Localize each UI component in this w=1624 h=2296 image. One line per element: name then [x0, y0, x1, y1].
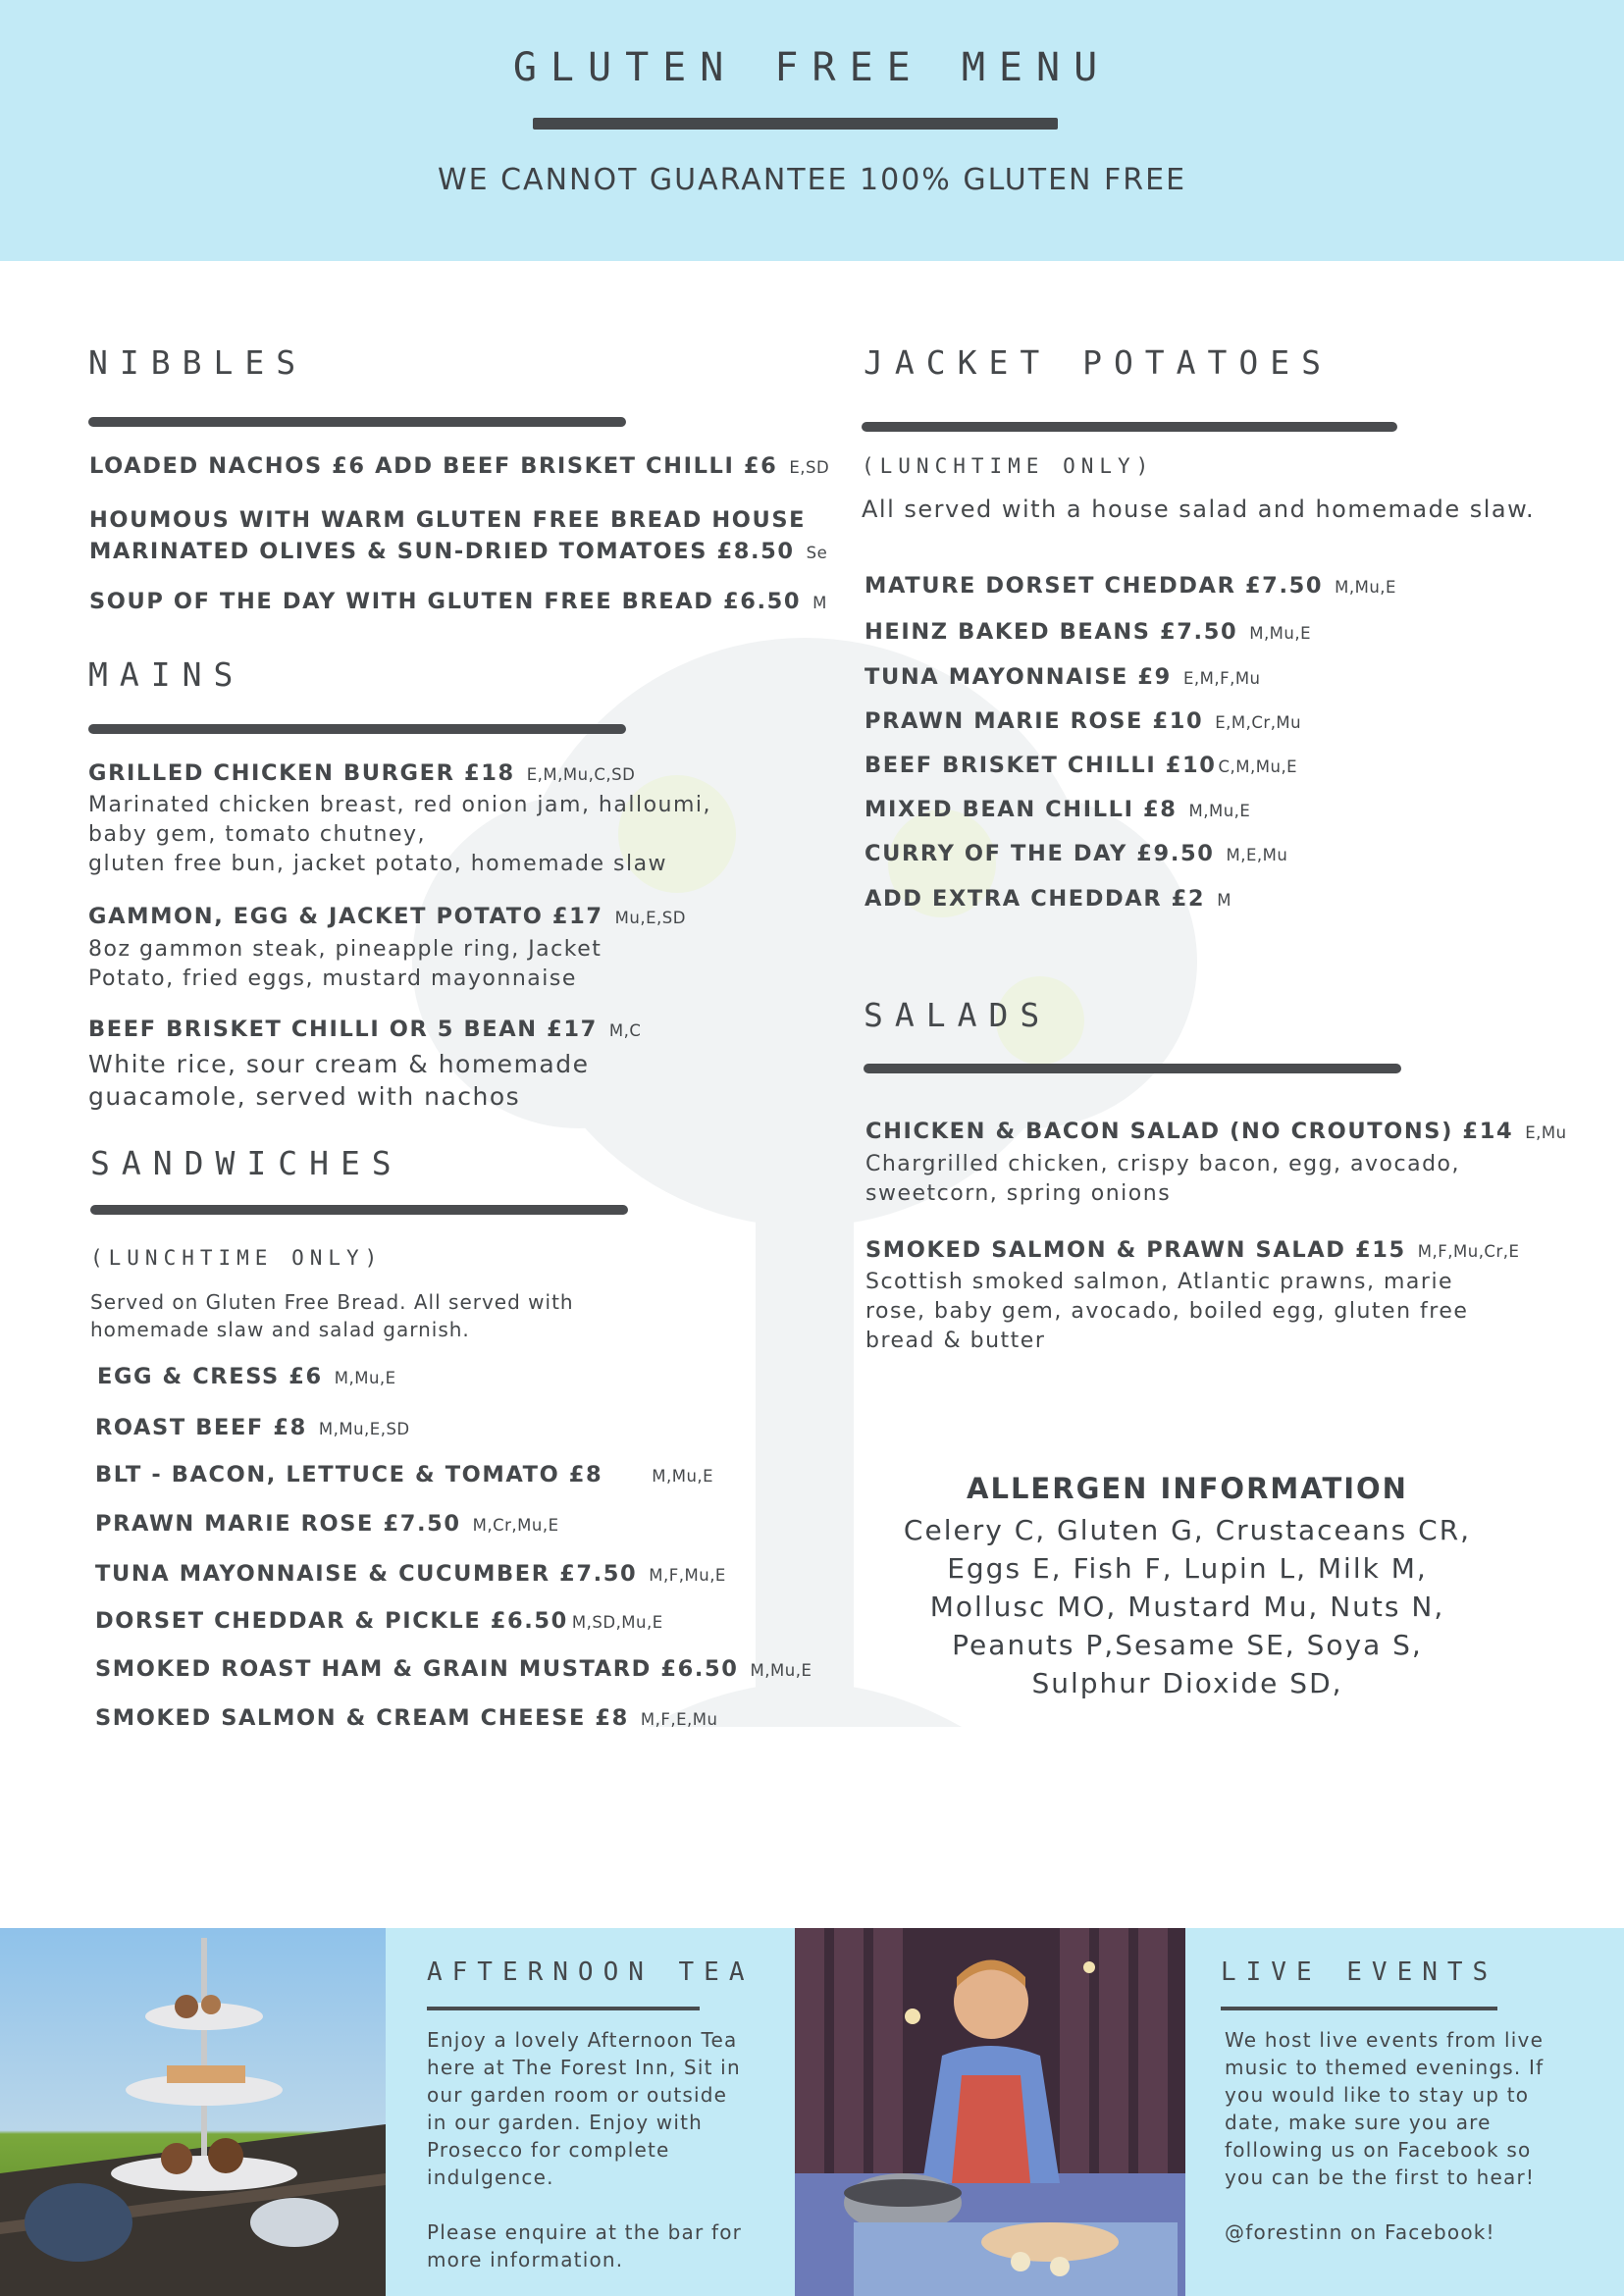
menu-item: CHICKEN & BACON SALAD (NO CROUTONS) £14 E,Mu	[865, 1119, 1567, 1144]
menu-item-cont: MARINATED OLIVES & SUN-DRIED TOMATOES £8.50 Se	[89, 539, 828, 564]
afternoon-tea-divider	[427, 2007, 700, 2010]
menu-item: LOADED NACHOS £6 ADD BEEF BRISKET CHILLI £6 E,SD	[89, 453, 830, 479]
item-description: Marinated chicken breast, red onion jam, halloumi, baby gem, tomato chutney, gluten free bun, jacket potato, homemade slaw	[88, 793, 712, 876]
jacket-divider	[862, 422, 1397, 432]
menu-item: GRILLED CHICKEN BURGER £18 E,M,Mu,C,SD	[88, 760, 636, 786]
item-description: 8oz gammon steak, pineapple ring, Jacket Potato, fried eggs, mustard mayonnaise	[88, 937, 602, 991]
menu-item: CURRY OF THE DAY £9.50 M,E,Mu	[864, 841, 1288, 866]
menu-item: BEEF BRISKET CHILLI OR 5 BEAN £17 M,C	[88, 1017, 642, 1042]
afternoon-tea-text: Enjoy a lovely Afternoon Tea here at The Forest Inn, Sit in our garden room or outside in our garden. Enjoy with Prosecco for complete indulgence. Please enquire at the bar for more information.	[427, 2028, 743, 2271]
mains-divider	[88, 724, 626, 734]
lunchtime-note: (LUNCHTIME ONLY)	[862, 454, 1155, 478]
menu-item: SMOKED SALMON & PRAWN SALAD £15 M,F,Mu,Cr,E	[865, 1237, 1520, 1263]
nibbles-heading: NIBBLES	[88, 343, 308, 382]
menu-item: EGG & CRESS £6 M,Mu,E	[97, 1364, 396, 1389]
live-events-photo	[795, 1928, 1185, 2296]
salads-heading: SALADS	[864, 996, 1052, 1034]
sandwiches-divider	[90, 1205, 628, 1215]
item-description: White rice, sour cream & homemade guacamole, served with nachos	[88, 1050, 590, 1111]
menu-item: BEEF BRISKET CHILLI £10 C,M,Mu,E	[864, 753, 1298, 778]
menu-title: GLUTEN FREE MENU	[512, 45, 1112, 90]
menu-item: GAMMON, EGG & JACKET POTATO £17 Mu,E,SD	[88, 904, 686, 929]
menu-item: MATURE DORSET CHEDDAR £7.50 M,Mu,E	[864, 573, 1396, 599]
live-events-heading: LIVE EVENTS	[1221, 1957, 1498, 1987]
live-events-panel	[1185, 1928, 1624, 2296]
afternoon-tea-heading: AFTERNOON TEA	[427, 1957, 755, 1987]
menu-item: HOUMOUS WITH WARM GLUTEN FREE BREAD HOUSE	[89, 507, 807, 533]
menu-item: PRAWN MARIE ROSE £7.50 M,Cr,Mu,E	[95, 1511, 559, 1537]
menu-item: MIXED BEAN CHILLI £8 M,Mu,E	[864, 797, 1251, 822]
menu-item: ROAST BEEF £8 M,Mu,E,SD	[95, 1415, 410, 1440]
menu-item: HEINZ BAKED BEANS £7.50 M,Mu,E	[864, 619, 1312, 645]
mains-heading: MAINS	[88, 655, 245, 694]
salads-divider	[864, 1064, 1401, 1073]
live-events-divider	[1221, 2007, 1497, 2010]
jacket-intro: All served with a house salad and homemade slaw.	[862, 496, 1536, 523]
menu-item: SMOKED SALMON & CREAM CHEESE £8 M,F,E,Mu	[95, 1705, 718, 1731]
gluten-disclaimer: WE CANNOT GUARANTEE 100% GLUTEN FREE	[437, 163, 1187, 197]
menu-item: SOUP OF THE DAY WITH GLUTEN FREE BREAD £6.50 M	[89, 589, 827, 614]
allergen-heading: ALLERGEN INFORMATION	[967, 1472, 1408, 1505]
menu-item: BLT - BACON, LETTUCE & TOMATO £8 M,Mu,E	[95, 1462, 714, 1487]
jacket-potatoes-heading: JACKET POTATOES	[864, 343, 1334, 382]
menu-item: PRAWN MARIE ROSE £10 E,M,Cr,Mu	[864, 708, 1302, 734]
item-description: Chargrilled chicken, crispy bacon, egg, avocado, sweetcorn, spring onions	[865, 1152, 1460, 1206]
menu-item: TUNA MAYONNAISE £9 E,M,F,Mu	[864, 664, 1261, 690]
item-description: Scottish smoked salmon, Atlantic prawns, marie rose, baby gem, avocado, boiled egg, gluten free bread & butter	[865, 1270, 1469, 1353]
lunchtime-note: (LUNCHTIME ONLY)	[90, 1246, 384, 1270]
menu-item: SMOKED ROAST HAM & GRAIN MUSTARD £6.50 M,Mu,E	[95, 1656, 812, 1682]
menu-item: TUNA MAYONNAISE & CUCUMBER £7.50 M,F,Mu,E	[95, 1561, 726, 1587]
allergen-list: Celery C, Gluten G, Crustaceans CR, Eggs E, Fish F, Lupin L, Milk M, Mollusc MO, Mustard Mu, Nuts N, Peanuts P,Sesame SE, Soya S, Sulphur Dioxide SD,	[903, 1514, 1472, 1699]
menu-item: DORSET CHEDDAR & PICKLE £6.50 M,SD,Mu,E	[95, 1608, 663, 1634]
title-underline	[533, 118, 1058, 130]
sandwiches-heading: SANDWICHES	[90, 1144, 403, 1182]
nibbles-divider	[88, 417, 626, 427]
header-banner	[0, 0, 1624, 261]
afternoon-tea-photo	[0, 1928, 386, 2296]
menu-item: ADD EXTRA CHEDDAR £2 M	[864, 886, 1231, 912]
afternoon-tea-panel	[386, 1928, 795, 2296]
live-events-text: We host live events from live music to themed evenings. If you would like to stay up to date, make sure you are following us on Facebook so you can be the first to hear! @forestinn on Facebook!	[1225, 2028, 1545, 2244]
sandwich-intro: Served on Gluten Free Bread. All served with homemade slaw and salad garnish.	[90, 1290, 574, 1341]
